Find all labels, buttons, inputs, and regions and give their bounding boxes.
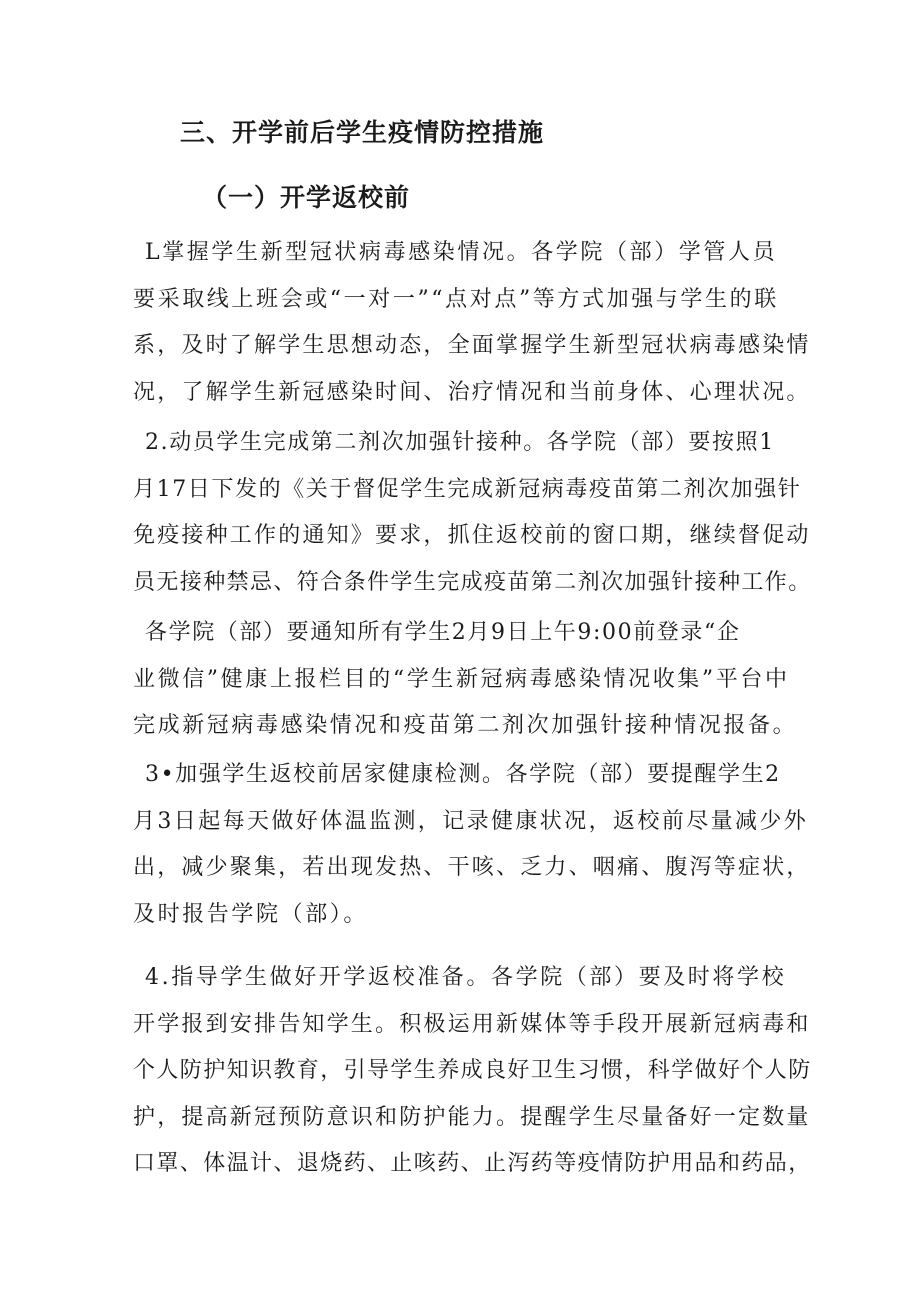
paragraph-item-1 <box>133 230 813 416</box>
paragraph-line: 4.指导学生做好开学返校准备。各学院（部）要及时将学校 <box>145 965 787 990</box>
paragraph-line: 月17日下发的《关于督促学生完成新冠病毒疫苗第二剂次加强针 <box>133 476 802 502</box>
paragraph-line: 2.动员学生完成第二剂次加强针接种。各学院（部）要按照1 <box>145 430 775 455</box>
section-heading: 三、开学前后学生疫情防控措施 <box>180 118 545 147</box>
paragraph-item-2-note <box>133 610 813 750</box>
paragraph-line: 员无接种禁忌、符合条件学生完成疫苗第二剂次加强针接种工作。 <box>133 569 812 595</box>
paragraph-line: 况，了解学生新冠感染时间、治疗情况和当前身体、心理状况。 <box>133 379 811 405</box>
paragraph-line: 开学报到安排告知学生。积极运用新媒体等手段开展新冠病毒和 <box>133 1011 811 1037</box>
paragraph-line: 个人防护知识教育，引导学生养成良好卫生习惯，科学做好个人防 <box>133 1058 812 1083</box>
paragraph-item-4 <box>133 955 813 1188</box>
paragraph-line: L掌握学生新型冠状病毒感染情况。各学院（部）学管人员 <box>145 240 778 265</box>
paragraph-line: 月3日起每天做好体温监测，记录健康状况，返校前尽量减少外 <box>133 808 809 834</box>
paragraph-line: 业微信”健康上报栏目的“学生新冠病毒感染情况收集”平台中 <box>133 666 790 692</box>
paragraph-line: 出，减少聚集，若出现发热、干咳、乏力、咽痛、腹泻等症状， <box>133 855 811 880</box>
subsection-heading: （一）开学返校前 <box>202 183 411 212</box>
paragraph-line: 护，提高新冠预防意识和防护能力。提醒学生尽量备好一定数量 <box>133 1104 811 1130</box>
paragraph-line: 要采取线上班会或“一对一”“点对点”等方式加强与学生的联 <box>133 286 779 312</box>
paragraph-line: 及时报告学院（部）。 <box>133 901 369 927</box>
paragraph-line: 各学院（部）要通知所有学生2月9日上午9:00前登录“企 <box>145 620 741 645</box>
paragraph-line: 系，及时了解学生思想动态，全面掌握学生新型冠状病毒感染情 <box>133 333 811 358</box>
paragraph-item-2 <box>133 420 813 606</box>
paragraph-item-3 <box>133 752 813 938</box>
paragraph-line: 3•加强学生返校前居家健康检测。各学院（部）要提醒学生2 <box>145 762 781 787</box>
paragraph-line: 免疫接种工作的通知》要求，抓住返校前的窗口期，继续督促动 <box>133 523 811 548</box>
paragraph-line: 口罩、体温计、退烧药、止咳药、止泻药等疫情防护用品和药品， <box>133 1151 812 1176</box>
paragraph-line: 完成新冠病毒感染情况和疫苗第二剂次加强针接种情况报备。 <box>133 713 798 738</box>
